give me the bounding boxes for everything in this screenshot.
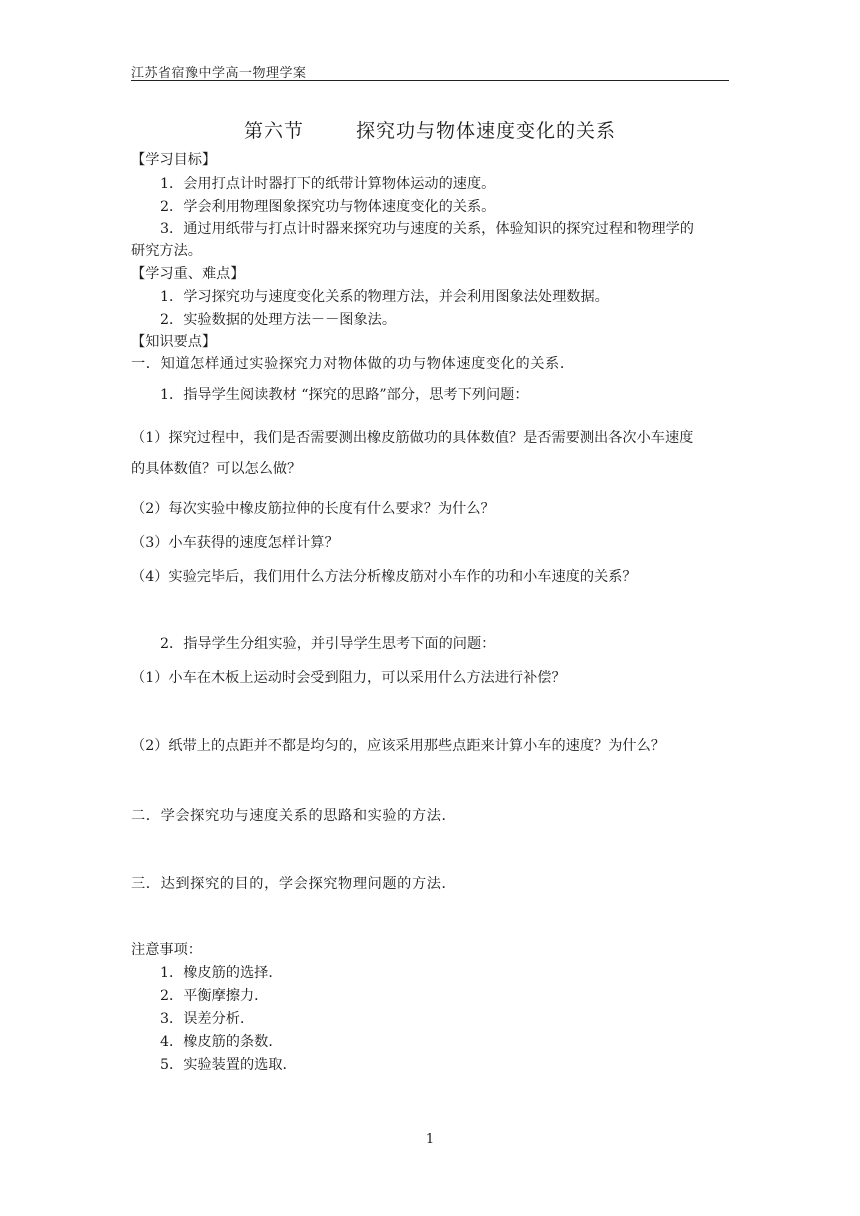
key-point-item: 1．学习探究功与速度变化关系的物理方法，并会利用图象法处理数据。	[160, 289, 609, 305]
question-4: （4）实验完毕后，我们用什么方法分析橡皮筋对小车作的功和小车速度的关系？	[131, 569, 637, 585]
knowledge-section-2: 二．学会探究功与速度关系的思路和实验的方法．	[131, 808, 457, 824]
knowledge-heading: 【知识要点】	[131, 334, 217, 350]
guide-2-question-1: （1）小车在木板上运动时会受到阻力，可以采用什么方法进行补偿？	[131, 670, 566, 686]
guide-2: 2．指导学生分组实验，并引导学生思考下面的问题：	[160, 636, 496, 652]
knowledge-section-1: 一．知道怎样通过实验探究力对物体做的功与物体速度变化的关系．	[131, 356, 575, 372]
objective-item: 3．通过用纸带与打点计时器来探究功与速度的关系，体验知识的探究过程和物理学的	[160, 221, 694, 237]
header-divider	[131, 80, 729, 81]
objective-item-continued: 研究方法。	[131, 243, 202, 259]
note-item: 2．平衡摩擦力．	[160, 988, 269, 1004]
note-item: 4．橡皮筋的条数．	[160, 1034, 283, 1050]
notes-heading: 注意事项：	[131, 942, 202, 958]
note-item: 5．实验装置的选取．	[160, 1057, 297, 1073]
objectives-heading: 【学习目标】	[131, 152, 217, 168]
knowledge-section-3: 三．达到探究的目的，学会探究物理问题的方法．	[131, 876, 457, 892]
objective-item: 2．学会利用物理图象探究功与物体速度变化的关系。	[160, 199, 496, 215]
objective-item: 1．会用打点计时器打下的纸带计算物体运动的速度。	[160, 176, 496, 192]
note-item: 1．橡皮筋的选择．	[160, 965, 283, 981]
document-title	[0, 116, 860, 143]
section-title: 探究功与物体速度变化的关系	[356, 120, 617, 142]
key-point-item: 2．实验数据的处理方法－－图象法。	[160, 312, 397, 328]
question-3: （3）小车获得的速度怎样计算？	[131, 535, 339, 551]
page-header: 江苏省宿豫中学高一物理学案	[131, 66, 307, 81]
key-points-heading: 【学习重、难点】	[131, 266, 245, 282]
section-number: 第六节	[243, 120, 304, 142]
question-1-continued: 的具体数值？可以怎么做？	[131, 461, 302, 477]
guide-2-question-2: （2）纸带上的点距并不都是均匀的，应该采用那些点距来计算小车的速度？为什么？	[131, 738, 665, 754]
question-1: （1）探究过程中，我们是否需要测出橡皮筋做功的具体数值？是否需要测出各次小车速度	[131, 430, 694, 446]
note-item: 3．误差分析．	[160, 1011, 255, 1027]
page-number: 1	[425, 1132, 435, 1147]
guide-1: 1．指导学生阅读教材 “探究的思路”部分，思考下列问题：	[160, 387, 529, 403]
question-2: （2）每次实验中橡皮筋拉伸的长度有什么要求？为什么？	[131, 501, 495, 517]
